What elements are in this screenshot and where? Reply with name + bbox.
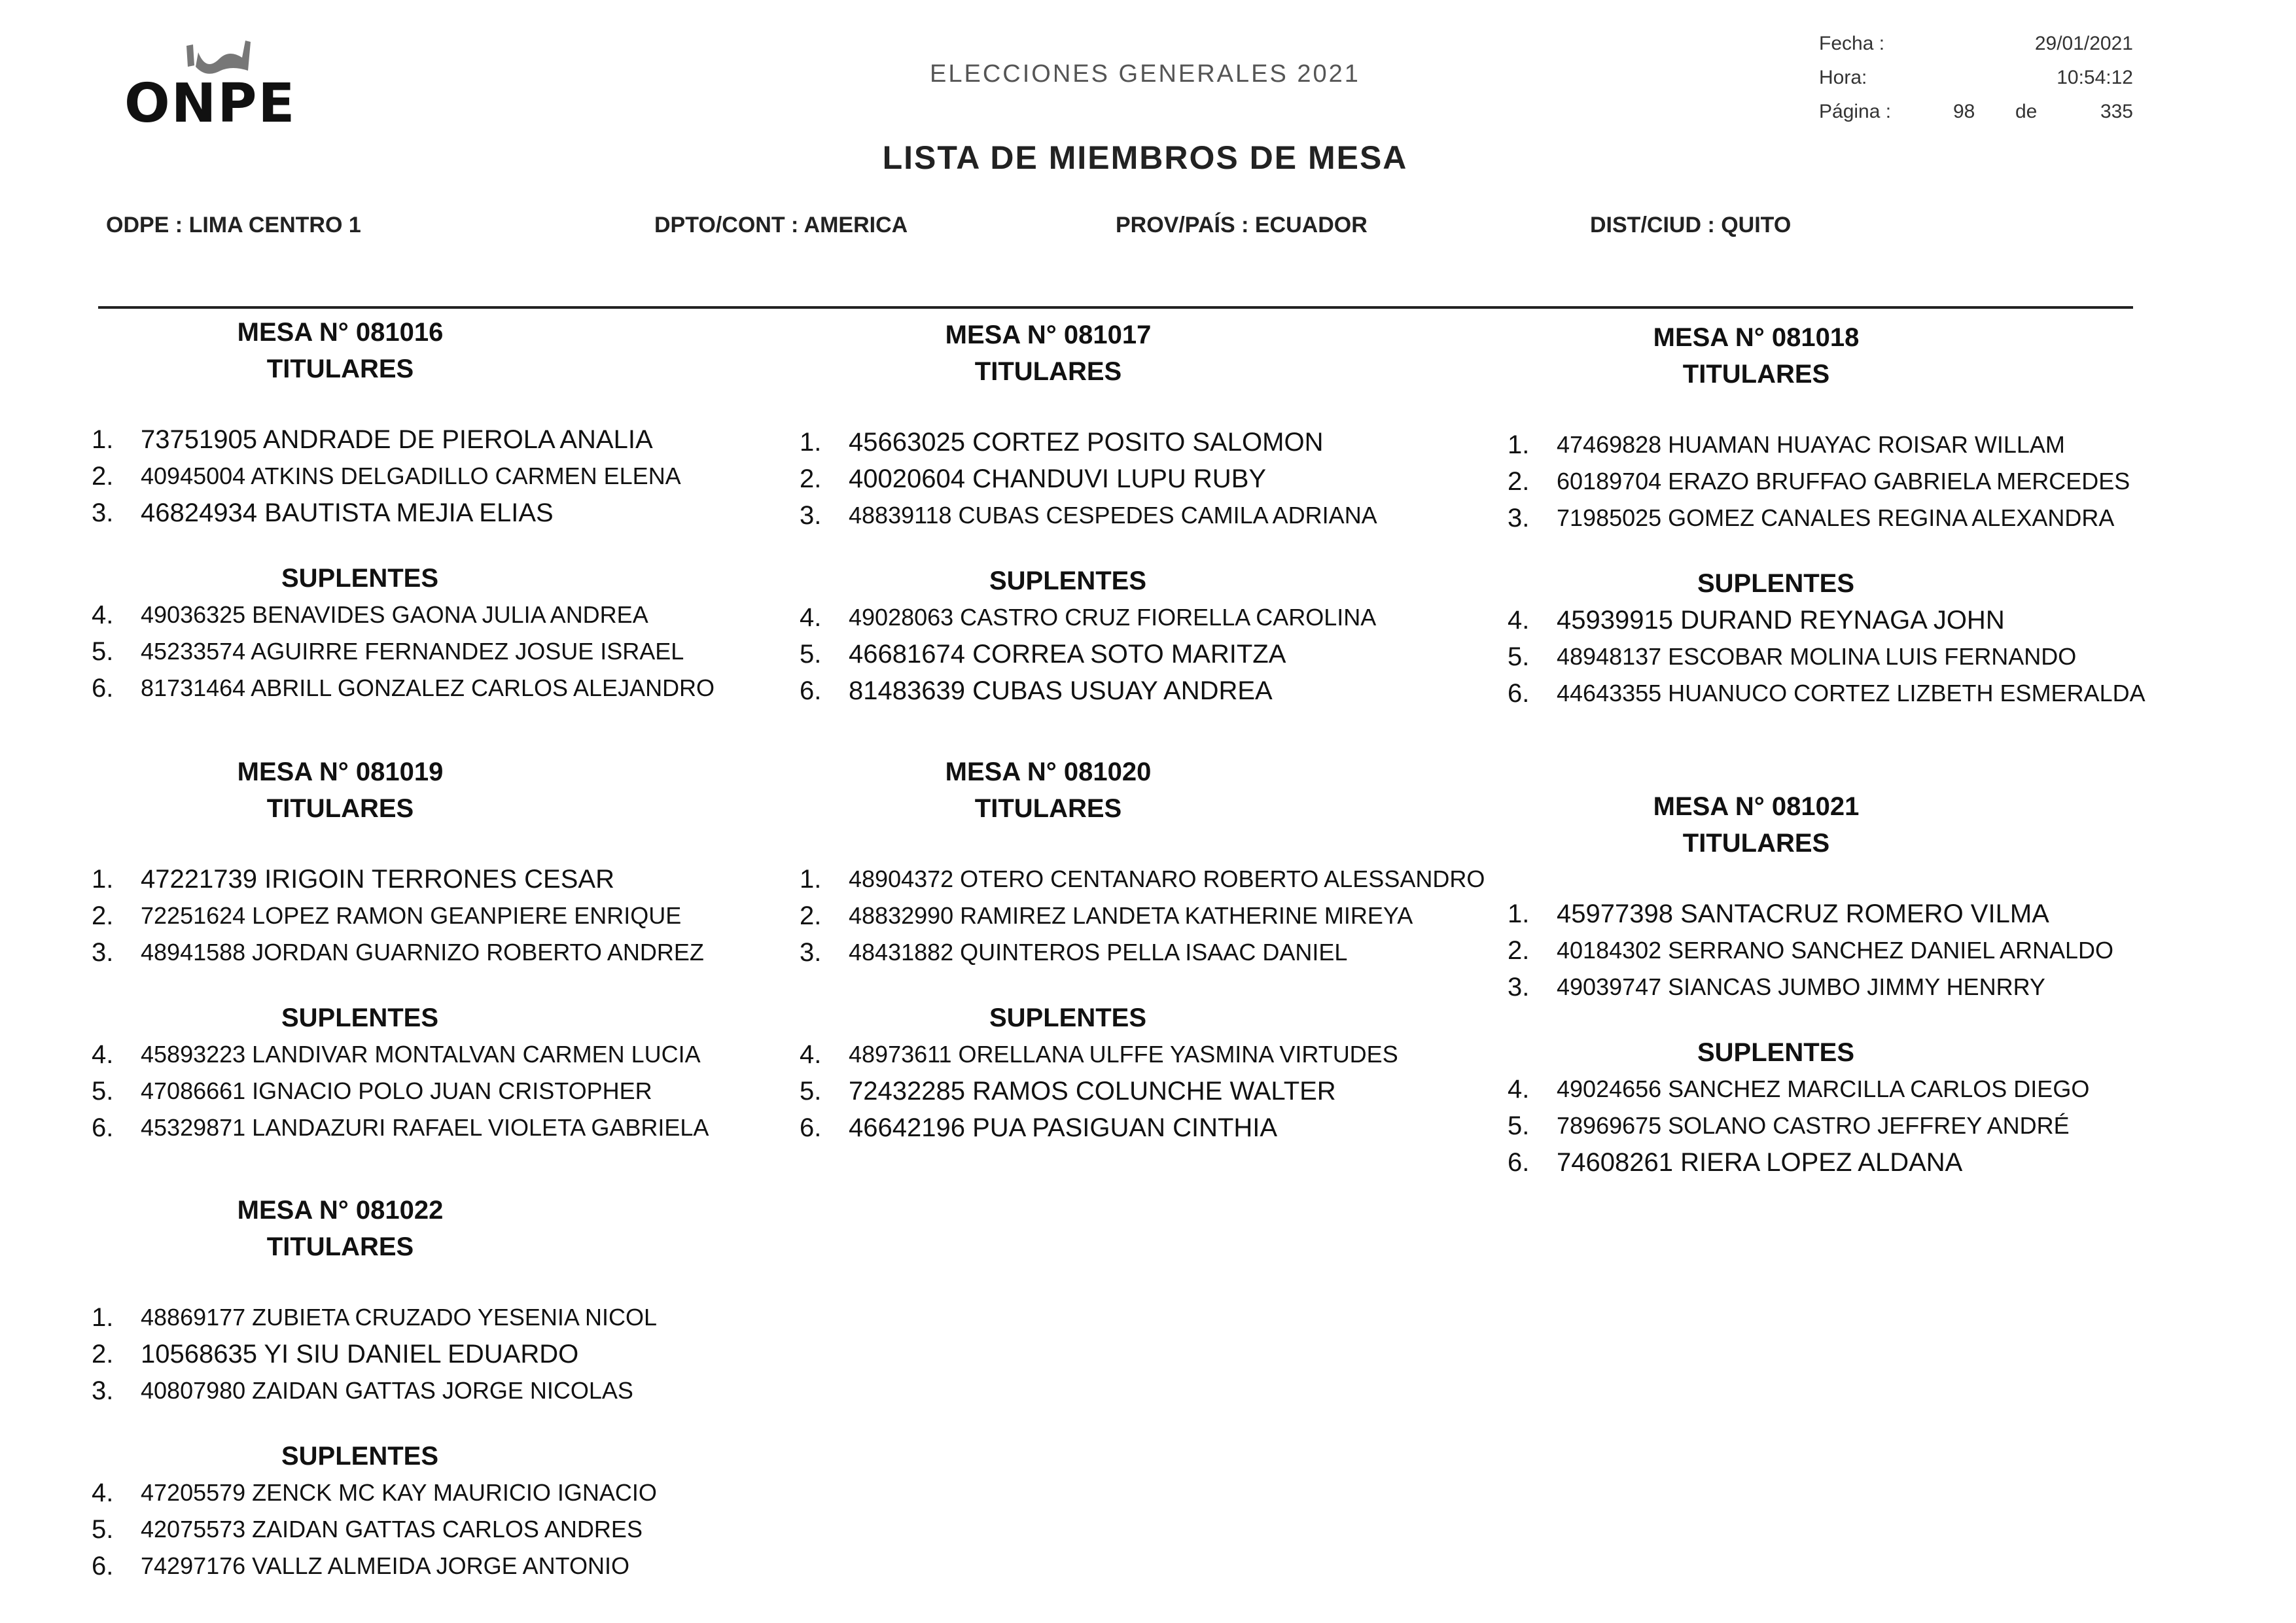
member-name: 49036325 BENAVIDES GAONA JULIA ANDREA xyxy=(141,601,648,628)
pagina-label: Página : xyxy=(1819,101,1892,122)
member-number: 4. xyxy=(1508,606,1530,635)
member-number: 2. xyxy=(1508,467,1530,496)
member-number: 4. xyxy=(800,603,822,632)
mesa-title: MESA N° 081019 xyxy=(237,758,444,786)
mesa-title: MESA N° 081018 xyxy=(1653,323,1860,352)
ballot-box-icon xyxy=(180,33,258,79)
member-item xyxy=(92,861,779,898)
titulares-list xyxy=(92,421,779,531)
member-number: 6. xyxy=(1508,679,1530,708)
titulares-list xyxy=(1508,427,2195,536)
hora-label: Hora: xyxy=(1819,67,1867,88)
member-name: 72251624 LOPEZ RAMON GEANPIERE ENRIQUE xyxy=(141,902,682,929)
member-item xyxy=(800,599,1487,636)
member-name: 71985025 GOMEZ CANALES REGINA ALEXANDRA xyxy=(1557,504,2115,531)
member-name: 72432285 RAMOS COLUNCHE WALTER xyxy=(849,1077,1336,1106)
member-number: 3. xyxy=(92,938,114,967)
member-number: 1. xyxy=(800,865,822,894)
member-item xyxy=(1508,896,2195,932)
titulares-heading: TITULARES xyxy=(266,355,414,383)
mesa-block xyxy=(1508,788,2195,1181)
suplentes-list xyxy=(92,597,779,707)
member-number: 2. xyxy=(92,462,114,491)
member-name: 45977398 SANTACRUZ ROMERO VILMA xyxy=(1557,899,2049,928)
member-number: 4. xyxy=(92,601,114,629)
pagina-de: de xyxy=(2015,101,2038,122)
suplentes-heading: SUPLENTES xyxy=(989,567,1147,595)
member-number: 3. xyxy=(800,501,822,530)
member-item xyxy=(800,424,1487,461)
member-item xyxy=(800,1036,1487,1073)
member-name: 46824934 BAUTISTA MEJIA ELIAS xyxy=(141,498,554,527)
member-item xyxy=(800,1109,1487,1146)
member-number: 1. xyxy=(92,1303,114,1332)
suplentes-list xyxy=(1508,602,2195,712)
member-item xyxy=(1508,1108,2195,1144)
page-title: LISTA DE MIEMBROS DE MESA xyxy=(882,139,1408,176)
member-item xyxy=(1508,1071,2195,1108)
member-item xyxy=(92,1548,779,1584)
mesa-title: MESA N° 081016 xyxy=(237,318,444,347)
member-name: 40020604 CHANDUVI LUPU RUBY xyxy=(849,464,1267,493)
member-number: 5. xyxy=(92,1077,114,1106)
member-name: 49039747 SIANCAS JUMBO JIMMY HENRRY xyxy=(1557,973,2045,1000)
member-item xyxy=(800,898,1487,934)
suplentes-heading: SUPLENTES xyxy=(1697,1038,1855,1067)
member-item xyxy=(800,861,1487,898)
member-name: 73751905 ANDRADE DE PIEROLA ANALIA xyxy=(141,425,653,454)
member-name: 40184302 SERRANO SANCHEZ DANIEL ARNALDO xyxy=(1557,937,2113,964)
member-name: 46681674 CORREA SOTO MARITZA xyxy=(849,640,1286,669)
member-number: 5. xyxy=(92,1515,114,1544)
member-name: 60189704 ERAZO BRUFFAO GABRIELA MERCEDES xyxy=(1557,468,2130,495)
member-name: 45663025 CORTEZ POSITO SALOMON xyxy=(849,428,1324,457)
document-meta xyxy=(1819,33,2133,135)
member-item xyxy=(92,1036,779,1073)
fecha-row xyxy=(1819,33,2133,67)
member-name: 48832990 RAMIREZ LANDETA KATHERINE MIREYA xyxy=(849,902,1413,929)
member-number: 6. xyxy=(800,1113,822,1142)
pagina-number: 98 xyxy=(1953,101,1975,122)
member-name: 47086661 IGNACIO POLO JUAN CRISTOPHER xyxy=(141,1077,652,1104)
member-name: 81483639 CUBAS USUAY ANDREA xyxy=(849,676,1273,705)
member-number: 1. xyxy=(1508,430,1530,459)
member-item xyxy=(92,1073,779,1109)
suplentes-list xyxy=(1508,1071,2195,1181)
titulares-heading: TITULARES xyxy=(266,794,414,823)
fecha-label: Fecha : xyxy=(1819,33,1885,54)
member-name: 48431882 QUINTEROS PELLA ISAAC DANIEL xyxy=(849,939,1348,966)
member-number: 3. xyxy=(92,1376,114,1405)
member-number: 4. xyxy=(1508,1075,1530,1104)
member-name: 47469828 HUAMAN HUAYAC ROISAR WILLAM xyxy=(1557,431,2065,458)
member-number: 1. xyxy=(800,428,822,457)
location-filters xyxy=(0,213,2296,245)
election-title: ELECCIONES GENERALES 2021 xyxy=(930,60,1360,88)
member-number: 5. xyxy=(1508,1111,1530,1140)
member-item xyxy=(92,597,779,633)
mesa-block xyxy=(92,754,779,1146)
titulares-heading: TITULARES xyxy=(974,357,1122,386)
member-item xyxy=(92,495,779,531)
mesa-title: MESA N° 081021 xyxy=(1653,792,1860,821)
member-item xyxy=(92,1299,779,1336)
suplentes-list xyxy=(92,1036,779,1146)
member-item xyxy=(92,1511,779,1548)
titulares-heading: TITULARES xyxy=(1682,829,1830,858)
member-name: 45233574 AGUIRRE FERNANDEZ JOSUE ISRAEL xyxy=(141,638,684,665)
suplentes-heading: SUPLENTES xyxy=(1697,569,1855,598)
member-item xyxy=(92,1475,779,1511)
member-name: 48869177 ZUBIETA CRUZADO YESENIA NICOL xyxy=(141,1304,657,1331)
suplentes-heading: SUPLENTES xyxy=(281,1442,439,1471)
titulares-list xyxy=(92,861,779,971)
member-item xyxy=(1508,675,2195,712)
fecha-value: 29/01/2021 xyxy=(2034,33,2133,54)
member-number: 3. xyxy=(92,498,114,527)
suplentes-list xyxy=(92,1475,779,1584)
hora-value: 10:54:12 xyxy=(2057,67,2133,88)
mesa-title: MESA N° 081022 xyxy=(237,1196,444,1225)
member-number: 4. xyxy=(92,1040,114,1069)
titulares-heading: TITULARES xyxy=(266,1232,414,1261)
mesa-block xyxy=(1508,319,2195,712)
member-number: 5. xyxy=(800,640,822,669)
member-number: 6. xyxy=(92,1552,114,1580)
member-item xyxy=(92,898,779,934)
member-name: 48904372 OTERO CENTANARO ROBERTO ALESSANDRO xyxy=(849,865,1485,892)
mesa-block xyxy=(800,754,1487,1146)
member-number: 5. xyxy=(92,637,114,666)
suplentes-list xyxy=(800,1036,1487,1146)
member-number: 2. xyxy=(800,464,822,493)
member-name: 48839118 CUBAS CESPEDES CAMILA ADRIANA xyxy=(849,502,1377,529)
member-item xyxy=(1508,500,2195,536)
member-number: 2. xyxy=(1508,936,1530,965)
member-item xyxy=(92,458,779,495)
member-item xyxy=(800,672,1487,709)
member-number: 6. xyxy=(1508,1148,1530,1177)
member-item xyxy=(1508,463,2195,500)
odpe-filter: ODPE : LIMA CENTRO 1 xyxy=(106,213,361,237)
header-divider xyxy=(98,306,2133,309)
member-item xyxy=(1508,602,2195,638)
member-item xyxy=(92,1109,779,1146)
member-name: 47221739 IRIGOIN TERRONES CESAR xyxy=(141,865,614,894)
titulares-list xyxy=(800,424,1487,534)
member-name: 47205579 ZENCK MC KAY MAURICIO IGNACIO xyxy=(141,1479,657,1506)
member-name: 10568635 YI SIU DANIEL EDUARDO xyxy=(141,1340,579,1369)
member-item xyxy=(92,633,779,670)
onpe-logo xyxy=(124,26,334,135)
member-item xyxy=(800,461,1487,497)
member-name: 48948137 ESCOBAR MOLINA LUIS FERNANDO xyxy=(1557,643,2077,670)
member-item xyxy=(92,670,779,707)
member-name: 48941588 JORDAN GUARNIZO ROBERTO ANDREZ xyxy=(141,939,704,966)
member-number: 5. xyxy=(800,1077,822,1106)
member-name: 42075573 ZAIDAN GATTAS CARLOS ANDRES xyxy=(141,1516,643,1543)
member-number: 3. xyxy=(1508,973,1530,1002)
member-number: 1. xyxy=(1508,899,1530,928)
member-number: 3. xyxy=(1508,504,1530,532)
member-name: 74297176 VALLZ ALMEIDA JORGE ANTONIO xyxy=(141,1552,630,1579)
member-item xyxy=(800,497,1487,534)
member-number: 6. xyxy=(800,676,822,705)
member-name: 40807980 ZAIDAN GATTAS JORGE NICOLAS xyxy=(141,1377,633,1404)
hora-row xyxy=(1819,67,2133,101)
member-name: 48973611 ORELLANA ULFFE YASMINA VIRTUDES xyxy=(849,1041,1398,1068)
logo-wordmark: ONPE xyxy=(124,73,296,135)
suplentes-heading: SUPLENTES xyxy=(281,564,439,593)
member-name: 46642196 PUA PASIGUAN CINTHIA xyxy=(849,1113,1278,1142)
member-name: 44643355 HUANUCO CORTEZ LIZBETH ESMERALDA xyxy=(1557,680,2146,707)
titulares-list xyxy=(92,1299,779,1409)
dpto-filter: DPTO/CONT : AMERICA xyxy=(654,213,908,237)
member-item xyxy=(1508,638,2195,675)
member-number: 1. xyxy=(92,425,114,454)
member-item xyxy=(800,934,1487,971)
mesa-block xyxy=(92,1192,779,1584)
member-item xyxy=(1508,969,2195,1005)
member-name: 49028063 CASTRO CRUZ FIORELLA CAROLINA xyxy=(849,604,1377,631)
member-number: 4. xyxy=(800,1040,822,1069)
prov-filter: PROV/PAÍS : ECUADOR xyxy=(1116,213,1368,237)
member-number: 4. xyxy=(92,1478,114,1507)
titulares-list xyxy=(1508,896,2195,1005)
titulares-heading: TITULARES xyxy=(1682,360,1830,389)
member-item xyxy=(800,1073,1487,1109)
member-item xyxy=(1508,932,2195,969)
member-item xyxy=(92,1336,779,1372)
mesa-block xyxy=(92,314,779,707)
suplentes-list xyxy=(800,599,1487,709)
member-item xyxy=(92,934,779,971)
member-name: 45939915 DURAND REYNAGA JOHN xyxy=(1557,606,2005,635)
mesa-block xyxy=(800,317,1487,709)
member-number: 6. xyxy=(92,674,114,703)
suplentes-heading: SUPLENTES xyxy=(281,1003,439,1032)
member-item xyxy=(1508,1144,2195,1181)
member-name: 45893223 LANDIVAR MONTALVAN CARMEN LUCIA xyxy=(141,1041,701,1068)
member-number: 2. xyxy=(92,1340,114,1369)
suplentes-heading: SUPLENTES xyxy=(989,1003,1147,1032)
member-number: 6. xyxy=(92,1113,114,1142)
member-item xyxy=(92,1372,779,1409)
member-number: 3. xyxy=(800,938,822,967)
member-name: 81731464 ABRILL GONZALEZ CARLOS ALEJANDRO xyxy=(141,674,715,701)
member-number: 2. xyxy=(800,901,822,930)
member-name: 74608261 RIERA LOPEZ ALDANA xyxy=(1557,1148,1963,1177)
member-item xyxy=(800,636,1487,672)
dist-filter: DIST/CIUD : QUITO xyxy=(1590,213,1792,237)
pagina-row xyxy=(1819,101,2133,135)
member-number: 5. xyxy=(1508,642,1530,671)
titulares-list xyxy=(800,861,1487,971)
member-number: 1. xyxy=(92,865,114,894)
member-item xyxy=(92,421,779,458)
member-number: 2. xyxy=(92,901,114,930)
member-name: 49024656 SANCHEZ MARCILLA CARLOS DIEGO xyxy=(1557,1075,2090,1102)
member-name: 45329871 LANDAZURI RAFAEL VIOLETA GABRIELA xyxy=(141,1114,709,1141)
member-item xyxy=(1508,427,2195,463)
mesa-title: MESA N° 081020 xyxy=(945,758,1152,786)
member-name: 78969675 SOLANO CASTRO JEFFREY ANDRÉ xyxy=(1557,1112,2070,1139)
member-name: 40945004 ATKINS DELGADILLO CARMEN ELENA xyxy=(141,462,681,489)
mesa-title: MESA N° 081017 xyxy=(945,321,1152,349)
titulares-heading: TITULARES xyxy=(974,794,1122,823)
pagina-total: 335 xyxy=(2100,101,2133,122)
